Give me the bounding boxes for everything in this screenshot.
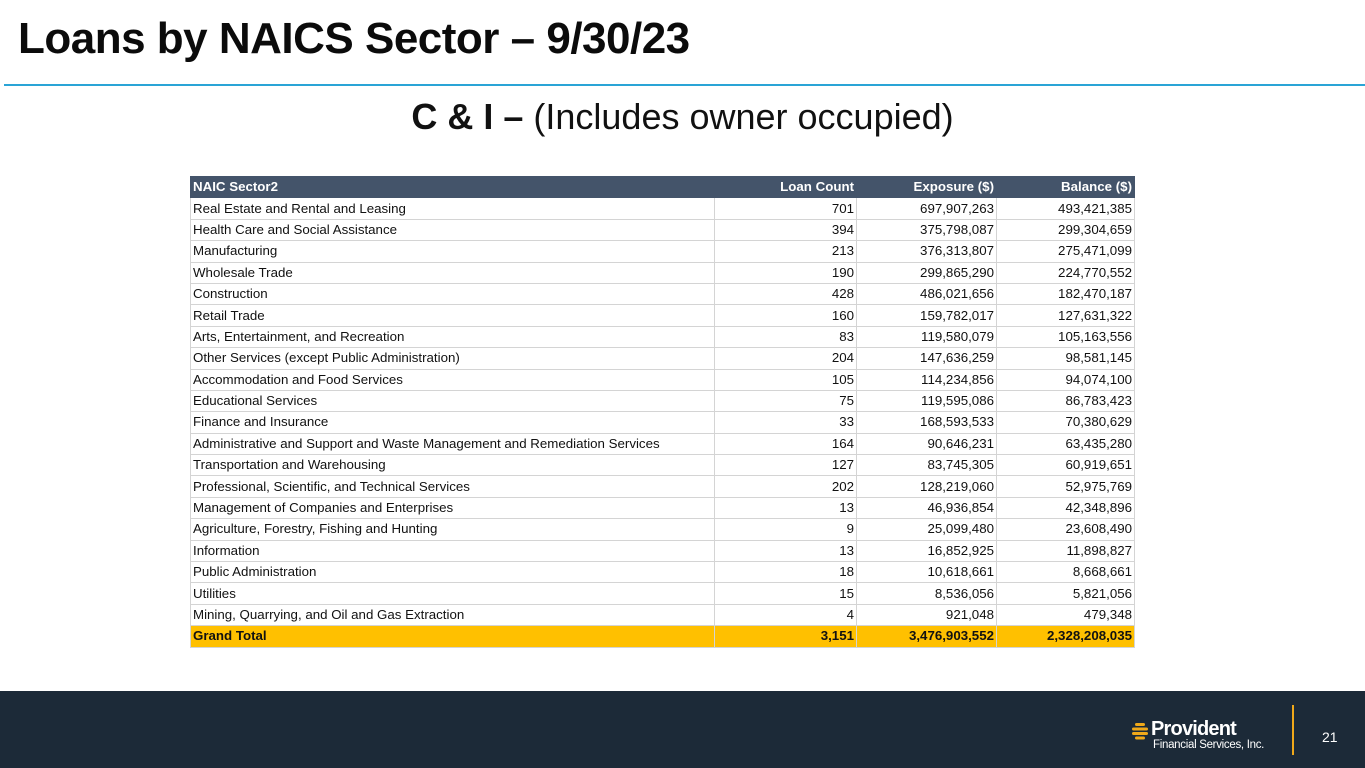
cell-balance: 182,470,187: [997, 283, 1135, 304]
cell-loan-count: 83: [715, 326, 857, 347]
cell-sector: Mining, Quarrying, and Oil and Gas Extraction: [191, 604, 715, 625]
provident-logo: [1131, 720, 1281, 754]
cell-sector: Public Administration: [191, 562, 715, 583]
cell-exposure: 375,798,087: [857, 219, 997, 240]
cell-loan-count: 9: [715, 519, 857, 540]
cell-balance: 70,380,629: [997, 412, 1135, 433]
total-cell-exposure: 3,476,903,552: [857, 626, 997, 647]
cell-loan-count: 15: [715, 583, 857, 604]
cell-exposure: 114,234,856: [857, 369, 997, 390]
cell-exposure: 25,099,480: [857, 519, 997, 540]
cell-exposure: 128,219,060: [857, 476, 997, 497]
cell-balance: 94,074,100: [997, 369, 1135, 390]
cell-balance: 127,631,322: [997, 305, 1135, 326]
cell-exposure: 486,021,656: [857, 283, 997, 304]
cell-sector: Transportation and Warehousing: [191, 455, 715, 476]
cell-loan-count: 213: [715, 241, 857, 262]
cell-balance: 493,421,385: [997, 198, 1135, 219]
subtitle-rest: (Includes owner occupied): [523, 96, 954, 137]
cell-balance: 299,304,659: [997, 219, 1135, 240]
cell-balance: 86,783,423: [997, 390, 1135, 411]
cell-balance: 8,668,661: [997, 562, 1135, 583]
table-row: [191, 262, 1135, 283]
cell-exposure: 10,618,661: [857, 562, 997, 583]
cell-sector: Information: [191, 540, 715, 561]
cell-loan-count: 33: [715, 412, 857, 433]
cell-loan-count: 127: [715, 455, 857, 476]
cell-loan-count: 75: [715, 390, 857, 411]
cell-sector: Retail Trade: [191, 305, 715, 326]
cell-balance: 42,348,896: [997, 497, 1135, 518]
provident-logo-icon: [1131, 722, 1149, 740]
cell-balance: 224,770,552: [997, 262, 1135, 283]
cell-exposure: 376,313,807: [857, 241, 997, 262]
table-row: [191, 305, 1135, 326]
cell-loan-count: 160: [715, 305, 857, 326]
cell-loan-count: 190: [715, 262, 857, 283]
cell-exposure: 119,595,086: [857, 390, 997, 411]
cell-loan-count: 105: [715, 369, 857, 390]
cell-sector: Finance and Insurance: [191, 412, 715, 433]
grand-total-row: [191, 626, 1135, 647]
cell-balance: 52,975,769: [997, 476, 1135, 497]
slide-subtitle: [0, 96, 1365, 138]
cell-sector: Wholesale Trade: [191, 262, 715, 283]
logo-subname: Financial Services, Inc.: [1153, 739, 1265, 751]
cell-sector: Construction: [191, 283, 715, 304]
table-row: [191, 562, 1135, 583]
cell-sector: Accommodation and Food Services: [191, 369, 715, 390]
table-row: [191, 604, 1135, 625]
table-row: [191, 476, 1135, 497]
cell-sector: Educational Services: [191, 390, 715, 411]
cell-balance: 98,581,145: [997, 348, 1135, 369]
table-row: [191, 390, 1135, 411]
cell-loan-count: 18: [715, 562, 857, 583]
cell-sector: Professional, Scientific, and Technical Services: [191, 476, 715, 497]
cell-sector: Manufacturing: [191, 241, 715, 262]
cell-exposure: 8,536,056: [857, 583, 997, 604]
cell-exposure: 921,048: [857, 604, 997, 625]
cell-balance: 479,348: [997, 604, 1135, 625]
cell-exposure: 147,636,259: [857, 348, 997, 369]
table-row: [191, 540, 1135, 561]
cell-balance: 11,898,827: [997, 540, 1135, 561]
slide-title: Loans by NAICS Sector – 9/30/23: [18, 14, 690, 63]
cell-exposure: 159,782,017: [857, 305, 997, 326]
logo-name: Provident: [1151, 718, 1237, 740]
table-row: [191, 455, 1135, 476]
cell-exposure: 697,907,263: [857, 198, 997, 219]
cell-sector: Arts, Entertainment, and Recreation: [191, 326, 715, 347]
cell-loan-count: 428: [715, 283, 857, 304]
cell-exposure: 16,852,925: [857, 540, 997, 561]
table-row: [191, 219, 1135, 240]
footer-divider: [1292, 705, 1294, 755]
cell-balance: 5,821,056: [997, 583, 1135, 604]
cell-balance: 63,435,280: [997, 433, 1135, 454]
cell-loan-count: 202: [715, 476, 857, 497]
header-balance: Balance ($): [997, 177, 1135, 198]
header-loan-count: Loan Count: [715, 177, 857, 198]
table-row: [191, 283, 1135, 304]
cell-exposure: 299,865,290: [857, 262, 997, 283]
total-cell-balance: 2,328,208,035: [997, 626, 1135, 647]
cell-loan-count: 204: [715, 348, 857, 369]
page-number: 21: [1322, 729, 1338, 745]
cell-sector: Utilities: [191, 583, 715, 604]
cell-sector: Management of Companies and Enterprises: [191, 497, 715, 518]
table-row: [191, 497, 1135, 518]
table-row: [191, 583, 1135, 604]
cell-loan-count: 4: [715, 604, 857, 625]
cell-exposure: 46,936,854: [857, 497, 997, 518]
table-row: [191, 326, 1135, 347]
cell-loan-count: 13: [715, 497, 857, 518]
table-row: [191, 241, 1135, 262]
table-row: [191, 348, 1135, 369]
cell-balance: 105,163,556: [997, 326, 1135, 347]
title-divider: [4, 84, 1365, 86]
cell-sector: Real Estate and Rental and Leasing: [191, 198, 715, 219]
header-exposure: Exposure ($): [857, 177, 997, 198]
cell-sector: Health Care and Social Assistance: [191, 219, 715, 240]
cell-loan-count: 394: [715, 219, 857, 240]
table-row: [191, 412, 1135, 433]
table-header-row: [191, 177, 1135, 198]
cell-exposure: 90,646,231: [857, 433, 997, 454]
cell-balance: 23,608,490: [997, 519, 1135, 540]
cell-sector: Administrative and Support and Waste Management and Remediation Services: [191, 433, 715, 454]
table-row: [191, 519, 1135, 540]
cell-exposure: 168,593,533: [857, 412, 997, 433]
cell-exposure: 119,580,079: [857, 326, 997, 347]
loans-table: [190, 176, 1135, 648]
total-cell-sector: Grand Total: [191, 626, 715, 647]
cell-balance: 275,471,099: [997, 241, 1135, 262]
cell-loan-count: 13: [715, 540, 857, 561]
table-row: [191, 369, 1135, 390]
cell-sector: Other Services (except Public Administration): [191, 348, 715, 369]
cell-sector: Agriculture, Forestry, Fishing and Hunting: [191, 519, 715, 540]
cell-loan-count: 164: [715, 433, 857, 454]
total-cell-loan-count: 3,151: [715, 626, 857, 647]
table-row: [191, 433, 1135, 454]
header-sector: NAIC Sector2: [191, 177, 715, 198]
cell-balance: 60,919,651: [997, 455, 1135, 476]
subtitle-bold: C & I –: [411, 96, 524, 137]
cell-loan-count: 701: [715, 198, 857, 219]
cell-exposure: 83,745,305: [857, 455, 997, 476]
table-row: [191, 198, 1135, 219]
